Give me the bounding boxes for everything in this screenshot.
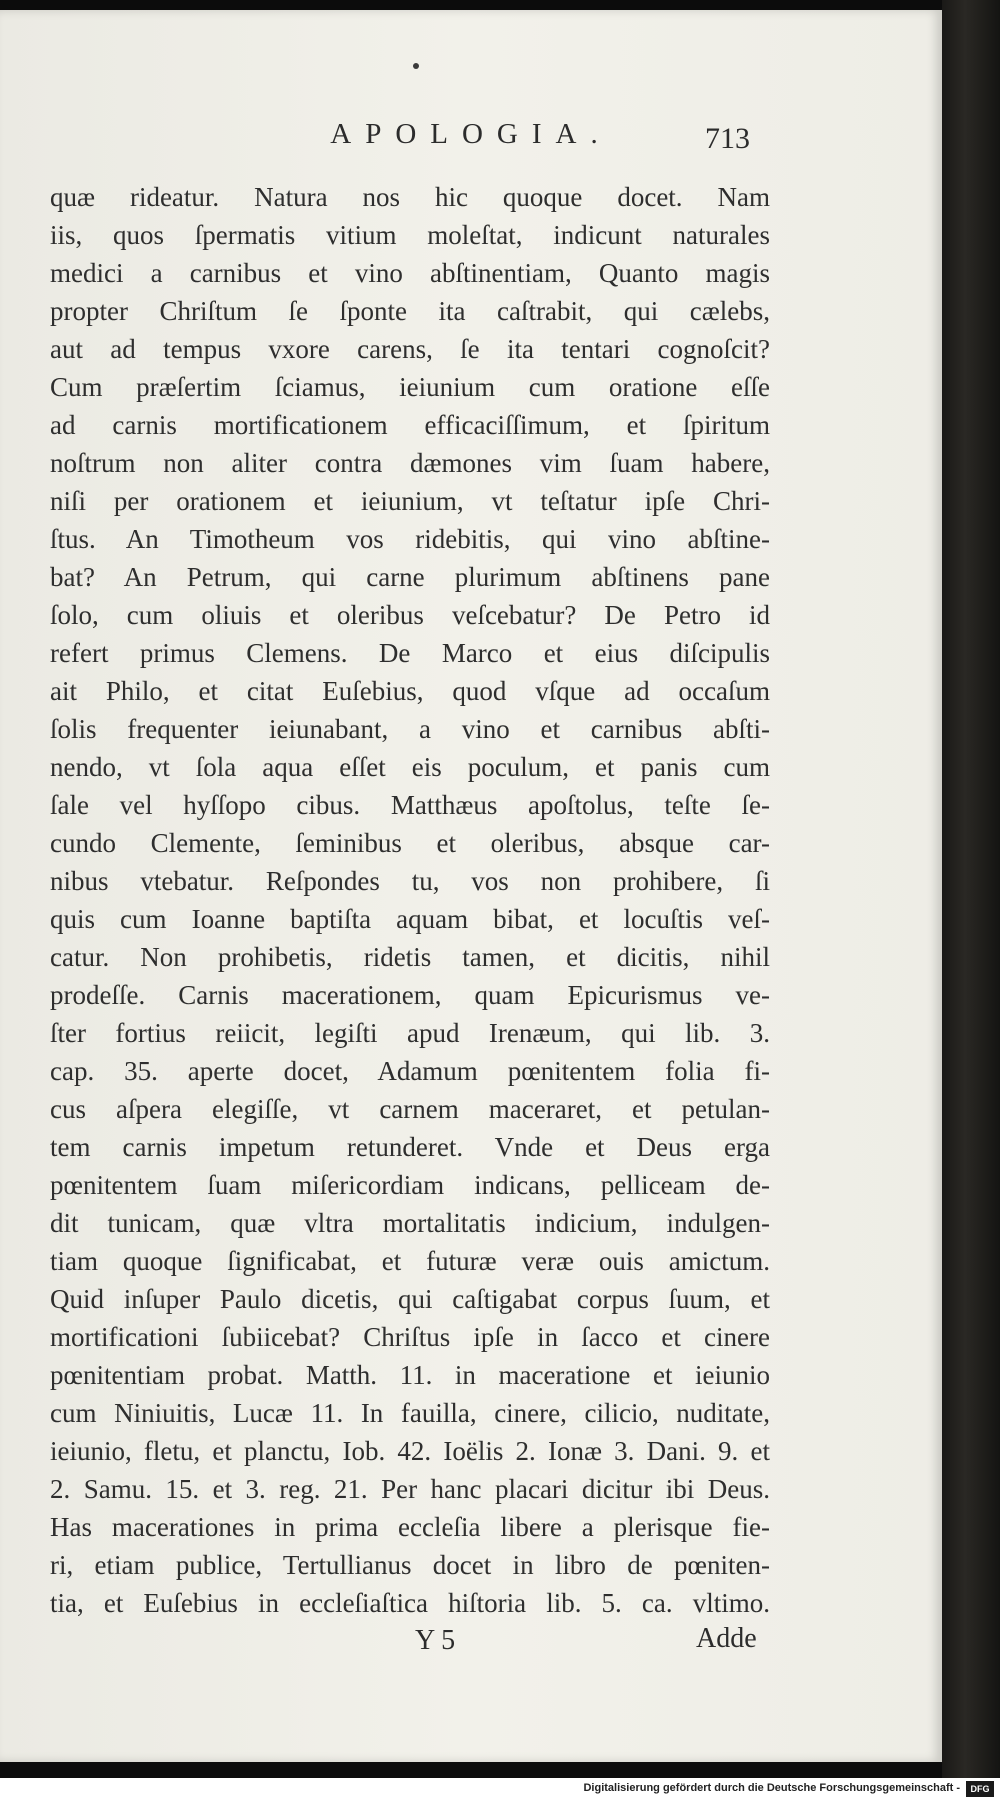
- text-line: noſtrum non aliter contra dæmones vim ſuam habere,: [50, 448, 770, 478]
- text-line: tia, et Euſebius in eccleſiaſtica hiſtoria lib. 5. ca. vltimo.: [50, 1588, 770, 1618]
- text-line: ſter fortius reiicit, legiſti apud Irenæum, qui lib. 3.: [50, 1018, 770, 1048]
- text-line: ri, etiam publice, Tertullianus docet in libro de pœniten-: [50, 1550, 770, 1580]
- text-line: mortificationi ſubiicebat? Chriſtus ipſe in ſacco et cinere: [50, 1322, 770, 1352]
- text-line: propter Chriſtum ſe ſponte ita caſtrabit, qui cælebs,: [50, 296, 770, 326]
- dfg-logo: DFG: [966, 1781, 994, 1797]
- text-line: ad carnis mortificationem efficaciſſimum, et ſpiritum: [50, 410, 770, 440]
- page-number: 713: [705, 122, 750, 155]
- book-binding-edge: [942, 0, 1000, 1778]
- text-line: iis, quos ſpermatis vitium moleſtat, indicunt naturales: [50, 220, 770, 250]
- text-line: cundo Clemente, ſeminibus et oleribus, absque car-: [50, 828, 770, 858]
- text-line: prodeſſe. Carnis macerationem, quam Epicurismus ve-: [50, 980, 770, 1010]
- text-line: ieiunio, fletu, et planctu, Iob. 42. Ioëlis 2. Ionæ 3. Dani. 9. et: [50, 1436, 770, 1466]
- text-line: nibus vtebatur. Reſpondes tu, vos non prohibere, ſi: [50, 866, 770, 896]
- text-line: ſtus. An Timotheum vos ridebitis, qui vino abſtine-: [50, 524, 770, 554]
- text-line: medici a carnibus et vino abſtinentiam, Quanto magis: [50, 258, 770, 288]
- text-line: quæ rideatur. Natura nos hic quoque docet. Nam: [50, 182, 770, 212]
- text-line: aut ad tempus vxore carens, ſe ita tentari cognoſcit?: [50, 334, 770, 364]
- text-line: cus aſpera elegiſſe, vt carnem maceraret, et petulan-: [50, 1094, 770, 1124]
- text-line: 2. Samu. 15. et 3. reg. 21. Per hanc placari dicitur ibi Deus.: [50, 1474, 770, 1504]
- text-line: Has macerationes in prima eccleſia libere a plerisque fie-: [50, 1512, 770, 1542]
- funding-notice: Digitalisierung gefördert durch die Deutsche Forschungsgemeinschaft -: [583, 1782, 960, 1794]
- book-page: [0, 10, 942, 1762]
- text-line: ſolo, cum oliuis et oleribus veſcebatur? De Petro id: [50, 600, 770, 630]
- text-line: pœnitentem ſuam miſericordiam indicans, pelliceam de-: [50, 1170, 770, 1200]
- text-line: tiam quoque ſignificabat, et futuræ veræ ouis amictum.: [50, 1246, 770, 1276]
- catchword: Adde: [696, 1623, 757, 1654]
- text-line: ſolis frequenter ieiunabant, a vino et carnibus abſti-: [50, 714, 770, 744]
- text-line: bat? An Petrum, qui carne plurimum abſtinens pane: [50, 562, 770, 592]
- text-line: pœnitentiam probat. Matth. 11. in maceratione et ieiunio: [50, 1360, 770, 1390]
- text-line: quis cum Ioanne baptiſta aquam bibat, et locuſtis veſ-: [50, 904, 770, 934]
- signature-mark: Y 5: [415, 1625, 456, 1656]
- digitization-footer: [0, 1778, 1000, 1803]
- text-line: ait Philo, et citat Euſebius, quod vſque ad occaſum: [50, 676, 770, 706]
- text-line: tem carnis impetum retunderet. Vnde et Deus erga: [50, 1132, 770, 1162]
- body-text: [50, 178, 770, 1622]
- printers-mark-dot: [413, 63, 419, 69]
- text-line: refert primus Clemens. De Marco et eius diſcipulis: [50, 638, 770, 668]
- text-line: ſale vel hyſſopo cibus. Matthæus apoſtolus, teſte ſe-: [50, 790, 770, 820]
- text-line: cap. 35. aperte docet, Adamum pœnitentem folia fi-: [50, 1056, 770, 1086]
- text-line: catur. Non prohibetis, ridetis tamen, et dicitis, nihil: [50, 942, 770, 972]
- running-header-title: APOLOGIA.: [330, 118, 612, 150]
- text-line: niſi per orationem et ieiunium, vt teſtatur ipſe Chri-: [50, 486, 770, 516]
- text-line: nendo, vt ſola aqua eſſet eis poculum, et panis cum: [50, 752, 770, 782]
- text-line: cum Niniuitis, Lucæ 11. In fauilla, cinere, cilicio, nuditate,: [50, 1398, 770, 1428]
- text-line: Quid inſuper Paulo dicetis, qui caſtigabat corpus ſuum, et: [50, 1284, 770, 1314]
- text-line: Cum præſertim ſciamus, ieiunium cum oratione eſſe: [50, 372, 770, 402]
- text-line: dit tunicam, quæ vltra mortalitatis indicium, indulgen-: [50, 1208, 770, 1238]
